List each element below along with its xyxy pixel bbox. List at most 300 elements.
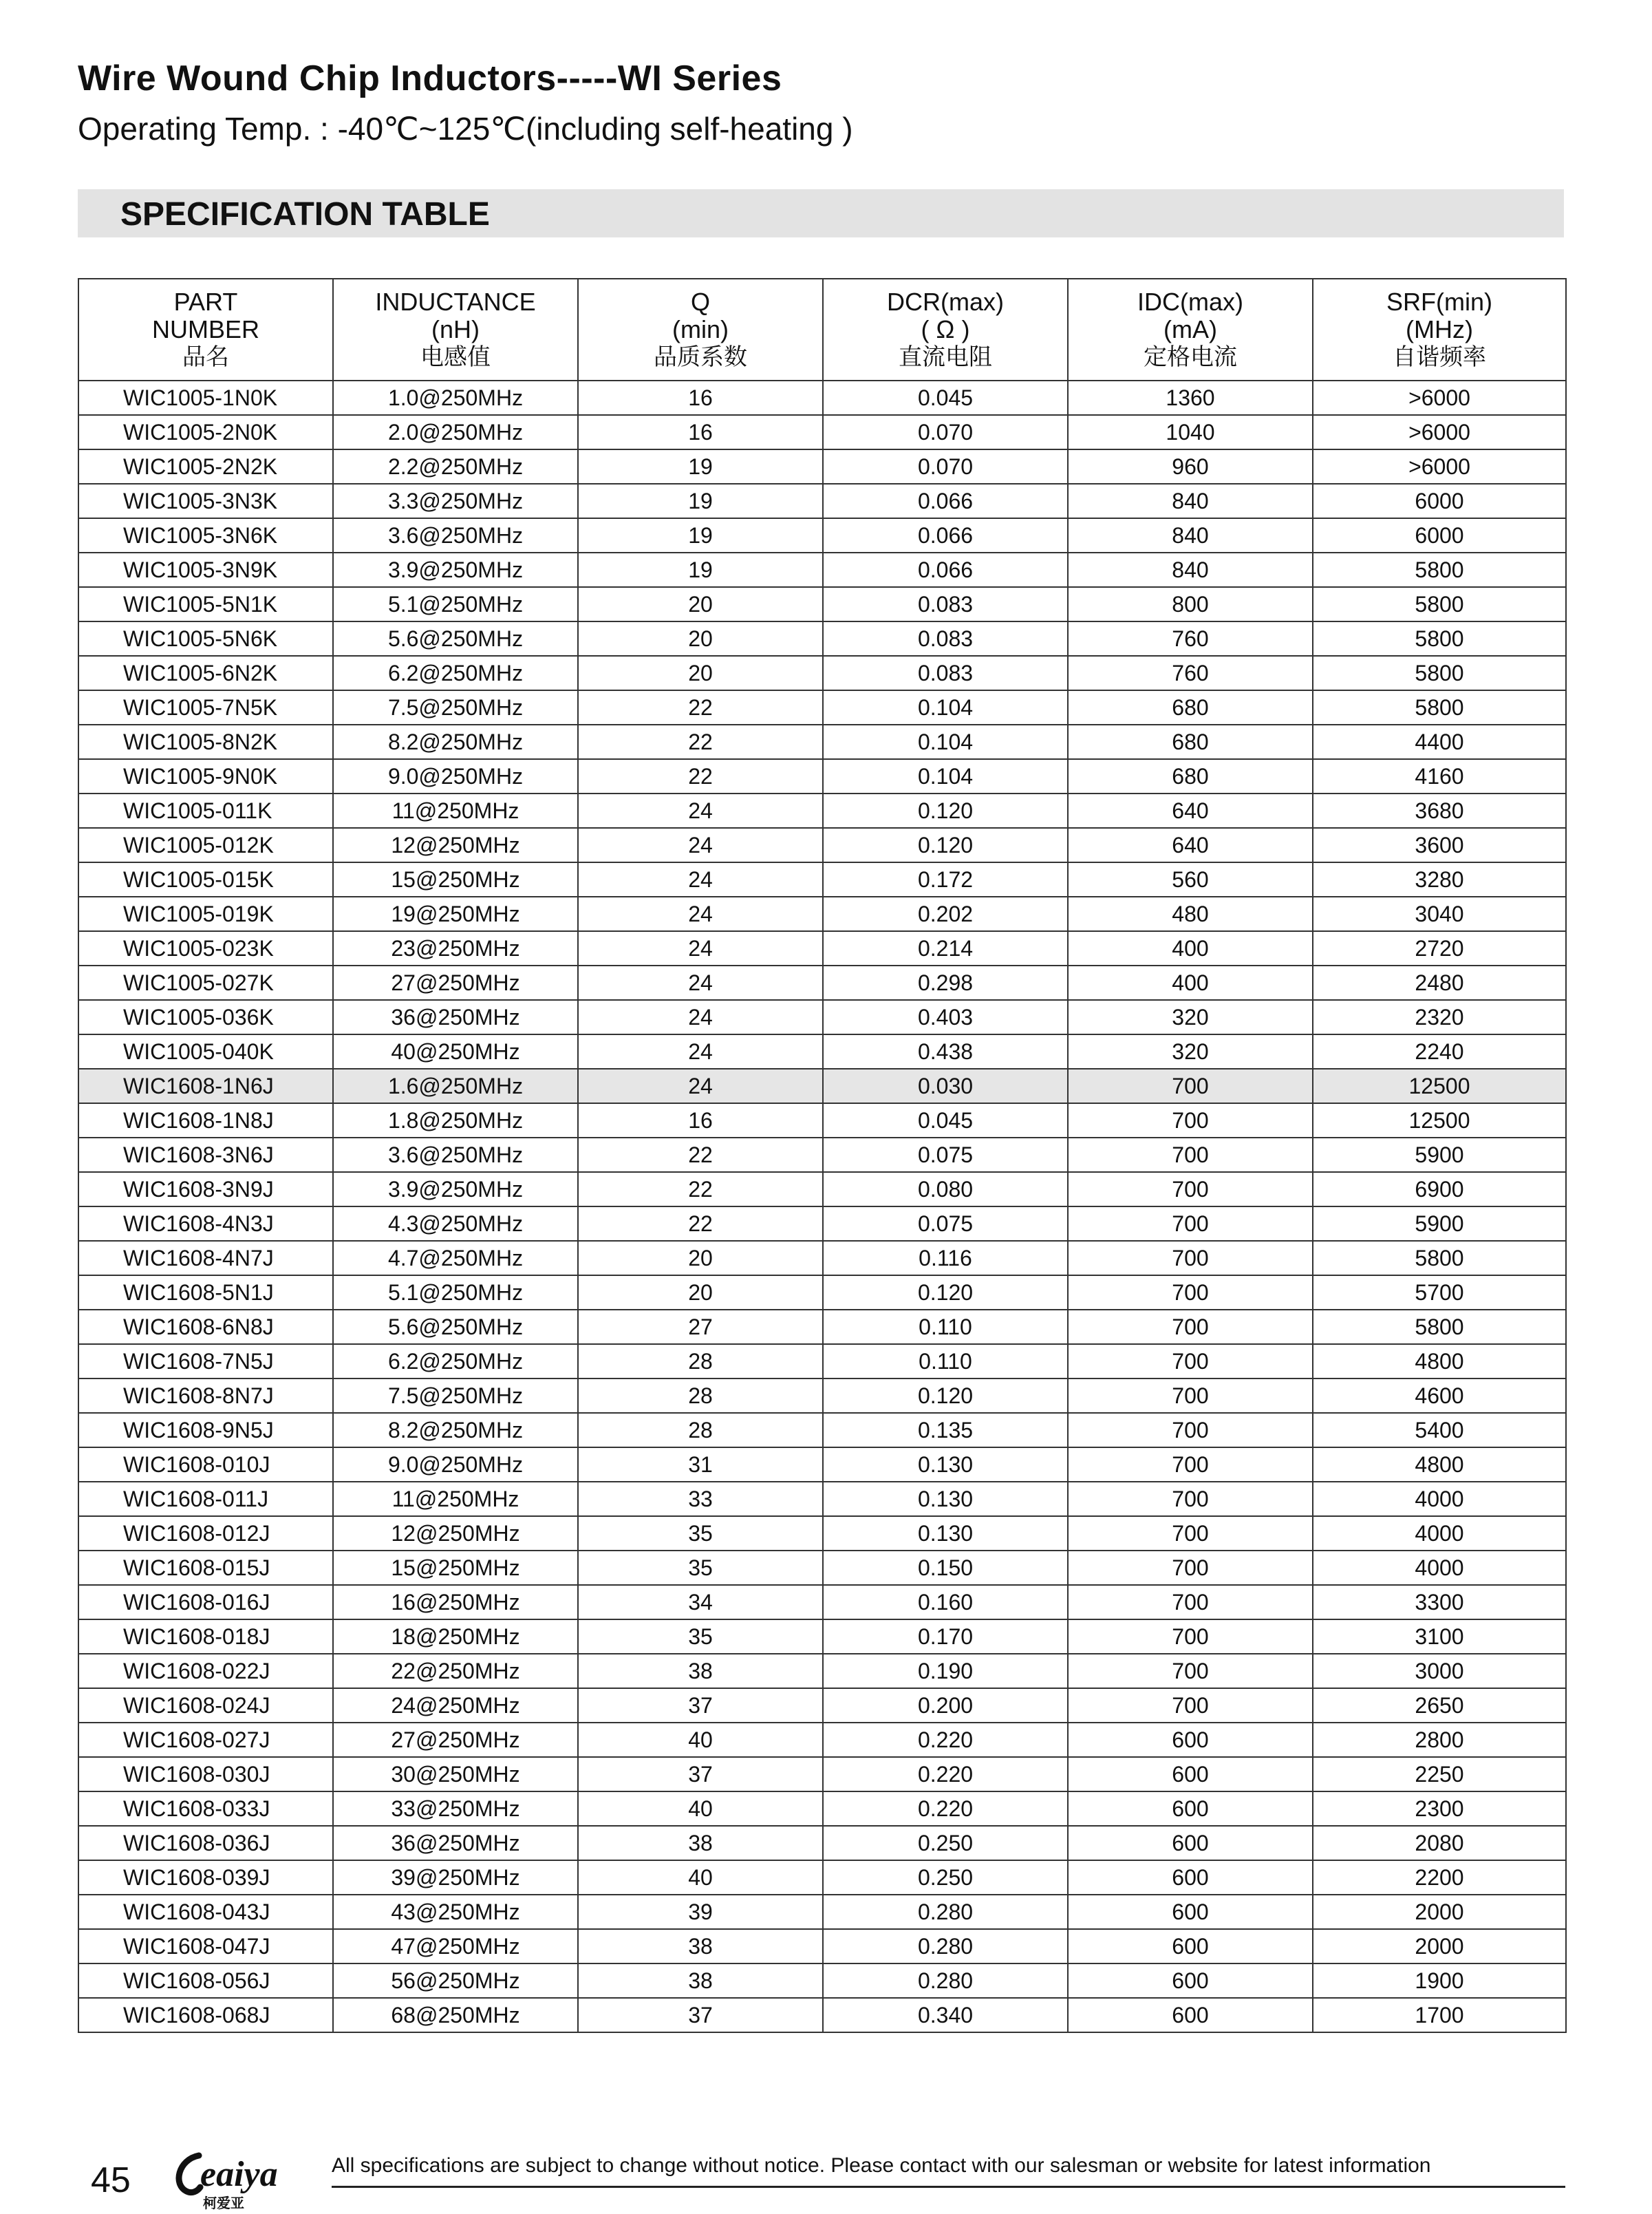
table-row [78, 1413, 1566, 1447]
idc-cell: 640 [1068, 794, 1313, 828]
idc-cell: 600 [1068, 1757, 1313, 1791]
header-zh: 电感值 [420, 343, 491, 371]
srf-cell: 4600 [1313, 1379, 1566, 1413]
srf-cell: 12500 [1313, 1069, 1566, 1103]
table-row [78, 1275, 1566, 1310]
inductance-cell: 19@250MHz [333, 897, 578, 931]
part-number-cell: WIC1608-039J [78, 1860, 333, 1895]
table-row [78, 1860, 1566, 1895]
inductance-cell: 3.9@250MHz [333, 1172, 578, 1206]
idc-cell: 1360 [1068, 381, 1313, 415]
table-row [78, 1998, 1566, 2032]
srf-cell: 4400 [1313, 725, 1566, 759]
idc-cell: 960 [1068, 449, 1313, 484]
dcr-cell: 0.280 [823, 1963, 1068, 1998]
table-row [78, 1241, 1566, 1275]
idc-cell: 760 [1068, 656, 1313, 690]
srf-cell: 2480 [1313, 966, 1566, 1000]
q-cell: 24 [578, 1000, 823, 1034]
srf-cell: 2800 [1313, 1723, 1566, 1757]
q-cell: 19 [578, 484, 823, 518]
q-cell: 19 [578, 553, 823, 587]
srf-cell: 3040 [1313, 897, 1566, 931]
q-cell: 40 [578, 1723, 823, 1757]
header-line: SRF(min) [1386, 288, 1492, 316]
part-number-cell: WIC1608-3N6J [78, 1138, 333, 1172]
inductance-cell: 8.2@250MHz [333, 1413, 578, 1447]
dcr-cell: 0.172 [823, 862, 1068, 897]
table-row [78, 1344, 1566, 1379]
srf-cell: 3280 [1313, 862, 1566, 897]
table-row [78, 415, 1566, 449]
header-line: ( Ω ) [921, 315, 970, 343]
dcr-cell: 0.083 [823, 587, 1068, 621]
table-row [78, 1310, 1566, 1344]
part-number-cell: WIC1005-012K [78, 828, 333, 862]
footer-divider [332, 2186, 1565, 2188]
section-title: SPECIFICATION TABLE [120, 196, 490, 233]
footer-note: All specifications are subject to change without notice. Please contact with our salesman or website for latest information [332, 2154, 1431, 2177]
dcr-cell: 0.280 [823, 1895, 1068, 1929]
logo-zh: 柯爱亚 [203, 2195, 244, 2211]
part-number-cell: WIC1608-012J [78, 1516, 333, 1551]
header-line: Q [690, 288, 710, 316]
srf-cell: 4800 [1313, 1447, 1566, 1482]
dcr-cell: 0.280 [823, 1929, 1068, 1963]
table-row [78, 1826, 1566, 1860]
dcr-cell: 0.070 [823, 415, 1068, 449]
srf-cell: 1700 [1313, 1998, 1566, 2032]
idc-cell: 700 [1068, 1103, 1313, 1138]
part-number-cell: WIC1005-036K [78, 1000, 333, 1034]
table-row [78, 1034, 1566, 1069]
srf-cell: 3000 [1313, 1654, 1566, 1688]
dcr-cell: 0.120 [823, 794, 1068, 828]
header-line: (nH) [431, 315, 480, 343]
srf-cell: 4000 [1313, 1516, 1566, 1551]
inductance-cell: 11@250MHz [333, 1482, 578, 1516]
inductance-cell: 24@250MHz [333, 1688, 578, 1723]
srf-cell: 2200 [1313, 1860, 1566, 1895]
srf-cell: >6000 [1313, 449, 1566, 484]
dcr-cell: 0.130 [823, 1447, 1068, 1482]
idc-cell: 700 [1068, 1138, 1313, 1172]
part-number-cell: WIC1005-1N0K [78, 381, 333, 415]
part-number-cell: WIC1005-015K [78, 862, 333, 897]
srf-cell: >6000 [1313, 415, 1566, 449]
table-row [78, 1516, 1566, 1551]
dcr-cell: 0.104 [823, 725, 1068, 759]
table-row [78, 1069, 1566, 1103]
inductance-cell: 47@250MHz [333, 1929, 578, 1963]
idc-cell: 700 [1068, 1344, 1313, 1379]
header-line: (MHz) [1406, 315, 1473, 343]
part-number-cell: WIC1608-024J [78, 1688, 333, 1723]
idc-cell: 640 [1068, 828, 1313, 862]
q-cell: 35 [578, 1619, 823, 1654]
dcr-cell: 0.075 [823, 1206, 1068, 1241]
srf-cell: 5900 [1313, 1138, 1566, 1172]
inductance-cell: 9.0@250MHz [333, 759, 578, 794]
srf-cell: 2250 [1313, 1757, 1566, 1791]
header-part-number [78, 279, 333, 381]
idc-cell: 560 [1068, 862, 1313, 897]
q-cell: 24 [578, 828, 823, 862]
q-cell: 24 [578, 931, 823, 966]
part-number-cell: WIC1608-018J [78, 1619, 333, 1654]
part-number-cell: WIC1608-047J [78, 1929, 333, 1963]
inductance-cell: 2.2@250MHz [333, 449, 578, 484]
q-cell: 16 [578, 381, 823, 415]
inductance-cell: 1.0@250MHz [333, 381, 578, 415]
q-cell: 37 [578, 1757, 823, 1791]
dcr-cell: 0.045 [823, 1103, 1068, 1138]
table-row [78, 828, 1566, 862]
srf-cell: 12500 [1313, 1103, 1566, 1138]
header-line: PART [173, 288, 238, 316]
idc-cell: 600 [1068, 1998, 1313, 2032]
q-cell: 19 [578, 449, 823, 484]
idc-cell: 600 [1068, 1963, 1313, 1998]
table-row [78, 621, 1566, 656]
inductance-cell: 43@250MHz [333, 1895, 578, 1929]
q-cell: 28 [578, 1413, 823, 1447]
dcr-cell: 0.214 [823, 931, 1068, 966]
header-line: IDC(max) [1137, 288, 1243, 316]
srf-cell: 4000 [1313, 1551, 1566, 1585]
part-number-cell: WIC1005-3N9K [78, 553, 333, 587]
dcr-cell: 0.298 [823, 966, 1068, 1000]
table-row [78, 1172, 1566, 1206]
table-row [78, 1619, 1566, 1654]
srf-cell: 2650 [1313, 1688, 1566, 1723]
table-row [78, 1482, 1566, 1516]
dcr-cell: 0.080 [823, 1172, 1068, 1206]
table-row [78, 862, 1566, 897]
inductance-cell: 39@250MHz [333, 1860, 578, 1895]
table-row [78, 1585, 1566, 1619]
dcr-cell: 0.075 [823, 1138, 1068, 1172]
dcr-cell: 0.066 [823, 484, 1068, 518]
table-row [78, 931, 1566, 966]
header-srf [1313, 279, 1566, 381]
idc-cell: 700 [1068, 1275, 1313, 1310]
part-number-cell: WIC1005-3N3K [78, 484, 333, 518]
operating-temp: Operating Temp. : -40℃~125℃(including self-heating ) [78, 111, 853, 147]
dcr-cell: 0.190 [823, 1654, 1068, 1688]
idc-cell: 400 [1068, 966, 1313, 1000]
header-zh: 自谐频率 [1393, 343, 1486, 371]
table-row [78, 1379, 1566, 1413]
q-cell: 24 [578, 1069, 823, 1103]
part-number-cell: WIC1608-6N8J [78, 1310, 333, 1344]
inductance-cell: 7.5@250MHz [333, 690, 578, 725]
srf-cell: 3300 [1313, 1585, 1566, 1619]
srf-cell: 2300 [1313, 1791, 1566, 1826]
dcr-cell: 0.150 [823, 1551, 1068, 1585]
q-cell: 34 [578, 1585, 823, 1619]
srf-cell: 5800 [1313, 1241, 1566, 1275]
inductance-cell: 3.3@250MHz [333, 484, 578, 518]
part-number-cell: WIC1608-043J [78, 1895, 333, 1929]
part-number-cell: WIC1608-3N9J [78, 1172, 333, 1206]
dcr-cell: 0.130 [823, 1516, 1068, 1551]
srf-cell: 6900 [1313, 1172, 1566, 1206]
q-cell: 38 [578, 1929, 823, 1963]
inductance-cell: 18@250MHz [333, 1619, 578, 1654]
idc-cell: 700 [1068, 1447, 1313, 1482]
q-cell: 40 [578, 1791, 823, 1826]
idc-cell: 700 [1068, 1069, 1313, 1103]
dcr-cell: 0.083 [823, 656, 1068, 690]
part-number-cell: WIC1005-9N0K [78, 759, 333, 794]
page-number: 45 [91, 2160, 131, 2200]
table-row [78, 1000, 1566, 1034]
part-number-cell: WIC1608-8N7J [78, 1379, 333, 1413]
inductance-cell: 40@250MHz [333, 1034, 578, 1069]
part-number-cell: WIC1608-9N5J [78, 1413, 333, 1447]
header-q [578, 279, 823, 381]
q-cell: 28 [578, 1344, 823, 1379]
table-row [78, 1895, 1566, 1929]
part-number-cell: WIC1005-8N2K [78, 725, 333, 759]
table-row [78, 897, 1566, 931]
table-row [78, 1688, 1566, 1723]
idc-cell: 700 [1068, 1379, 1313, 1413]
dcr-cell: 0.220 [823, 1757, 1068, 1791]
part-number-cell: WIC1005-2N2K [78, 449, 333, 484]
dcr-cell: 0.104 [823, 759, 1068, 794]
dcr-cell: 0.083 [823, 621, 1068, 656]
q-cell: 24 [578, 966, 823, 1000]
inductance-cell: 6.2@250MHz [333, 656, 578, 690]
idc-cell: 320 [1068, 1000, 1313, 1034]
q-cell: 40 [578, 1860, 823, 1895]
srf-cell: 6000 [1313, 484, 1566, 518]
dcr-cell: 0.120 [823, 1275, 1068, 1310]
inductance-cell: 36@250MHz [333, 1000, 578, 1034]
header-line: DCR(max) [887, 288, 1004, 316]
part-number-cell: WIC1608-016J [78, 1585, 333, 1619]
inductance-cell: 5.1@250MHz [333, 587, 578, 621]
part-number-cell: WIC1608-030J [78, 1757, 333, 1791]
idc-cell: 1040 [1068, 415, 1313, 449]
dcr-cell: 0.250 [823, 1826, 1068, 1860]
inductance-cell: 22@250MHz [333, 1654, 578, 1688]
part-number-cell: WIC1608-011J [78, 1482, 333, 1516]
part-number-cell: WIC1608-4N7J [78, 1241, 333, 1275]
srf-cell: 5800 [1313, 690, 1566, 725]
dcr-cell: 0.066 [823, 518, 1068, 553]
q-cell: 22 [578, 725, 823, 759]
q-cell: 20 [578, 587, 823, 621]
part-number-cell: WIC1608-015J [78, 1551, 333, 1585]
dcr-cell: 0.110 [823, 1310, 1068, 1344]
table-row [78, 690, 1566, 725]
logo-swoosh [179, 2156, 200, 2193]
inductance-cell: 3.6@250MHz [333, 1138, 578, 1172]
q-cell: 20 [578, 621, 823, 656]
inductance-cell: 4.7@250MHz [333, 1241, 578, 1275]
inductance-cell: 33@250MHz [333, 1791, 578, 1826]
dcr-cell: 0.340 [823, 1998, 1068, 2032]
section-banner [78, 189, 1564, 237]
q-cell: 20 [578, 656, 823, 690]
table-row [78, 553, 1566, 587]
q-cell: 27 [578, 1310, 823, 1344]
idc-cell: 680 [1068, 759, 1313, 794]
table-row [78, 1791, 1566, 1826]
inductance-cell: 27@250MHz [333, 1723, 578, 1757]
srf-cell: >6000 [1313, 381, 1566, 415]
srf-cell: 5700 [1313, 1275, 1566, 1310]
part-number-cell: WIC1608-010J [78, 1447, 333, 1482]
part-number-cell: WIC1608-033J [78, 1791, 333, 1826]
dcr-cell: 0.120 [823, 828, 1068, 862]
q-cell: 20 [578, 1275, 823, 1310]
q-cell: 28 [578, 1379, 823, 1413]
srf-cell: 2320 [1313, 1000, 1566, 1034]
header-idc [1068, 279, 1313, 381]
spec-table [78, 278, 1567, 2033]
part-number-cell: WIC1005-011K [78, 794, 333, 828]
table-row [78, 1551, 1566, 1585]
header-dcr [823, 279, 1068, 381]
q-cell: 22 [578, 759, 823, 794]
table-row [78, 656, 1566, 690]
part-number-cell: WIC1005-019K [78, 897, 333, 931]
inductance-cell: 11@250MHz [333, 794, 578, 828]
srf-cell: 5800 [1313, 656, 1566, 690]
srf-cell: 5800 [1313, 621, 1566, 656]
dcr-cell: 0.160 [823, 1585, 1068, 1619]
srf-cell: 5400 [1313, 1413, 1566, 1447]
inductance-cell: 16@250MHz [333, 1585, 578, 1619]
header-zh: 品质系数 [654, 343, 747, 371]
page-title: Wire Wound Chip Inductors-----WI Series [78, 58, 782, 98]
table-header-row [78, 279, 1566, 381]
inductance-cell: 12@250MHz [333, 828, 578, 862]
idc-cell: 680 [1068, 690, 1313, 725]
idc-cell: 840 [1068, 518, 1313, 553]
idc-cell: 800 [1068, 587, 1313, 621]
dcr-cell: 0.045 [823, 381, 1068, 415]
srf-cell: 3600 [1313, 828, 1566, 862]
table-row [78, 1757, 1566, 1791]
srf-cell: 2080 [1313, 1826, 1566, 1860]
srf-cell: 5800 [1313, 587, 1566, 621]
idc-cell: 600 [1068, 1860, 1313, 1895]
q-cell: 33 [578, 1482, 823, 1516]
table-row [78, 1929, 1566, 1963]
inductance-cell: 6.2@250MHz [333, 1344, 578, 1379]
part-number-cell: WIC1608-5N1J [78, 1275, 333, 1310]
inductance-cell: 15@250MHz [333, 862, 578, 897]
q-cell: 38 [578, 1654, 823, 1688]
idc-cell: 600 [1068, 1929, 1313, 1963]
inductance-cell: 9.0@250MHz [333, 1447, 578, 1482]
idc-cell: 400 [1068, 931, 1313, 966]
part-number-cell: WIC1005-3N6K [78, 518, 333, 553]
idc-cell: 840 [1068, 553, 1313, 587]
inductance-cell: 1.6@250MHz [333, 1069, 578, 1103]
idc-cell: 700 [1068, 1206, 1313, 1241]
inductance-cell: 8.2@250MHz [333, 725, 578, 759]
idc-cell: 600 [1068, 1791, 1313, 1826]
dcr-cell: 0.202 [823, 897, 1068, 931]
header-line: (mA) [1163, 315, 1217, 343]
part-number-cell: WIC1608-027J [78, 1723, 333, 1757]
idc-cell: 700 [1068, 1688, 1313, 1723]
part-number-cell: WIC1005-5N6K [78, 621, 333, 656]
q-cell: 16 [578, 415, 823, 449]
part-number-cell: WIC1005-5N1K [78, 587, 333, 621]
dcr-cell: 0.220 [823, 1791, 1068, 1826]
table-row [78, 1723, 1566, 1757]
idc-cell: 700 [1068, 1516, 1313, 1551]
srf-cell: 6000 [1313, 518, 1566, 553]
part-number-cell: WIC1608-1N6J [78, 1069, 333, 1103]
header-zh: 定格电流 [1144, 343, 1237, 371]
dcr-cell: 0.438 [823, 1034, 1068, 1069]
inductance-cell: 3.6@250MHz [333, 518, 578, 553]
part-number-cell: WIC1608-068J [78, 1998, 333, 2032]
table-row [78, 381, 1566, 415]
srf-cell: 3100 [1313, 1619, 1566, 1654]
table-row [78, 1103, 1566, 1138]
header-line: INDUCTANCE [375, 288, 536, 316]
idc-cell: 760 [1068, 621, 1313, 656]
table-row [78, 1138, 1566, 1172]
dcr-cell: 0.104 [823, 690, 1068, 725]
idc-cell: 680 [1068, 725, 1313, 759]
srf-cell: 4000 [1313, 1482, 1566, 1516]
q-cell: 22 [578, 690, 823, 725]
part-number-cell: WIC1005-6N2K [78, 656, 333, 690]
table-row [78, 1654, 1566, 1688]
q-cell: 22 [578, 1206, 823, 1241]
table-body [78, 381, 1566, 2032]
dcr-cell: 0.116 [823, 1241, 1068, 1275]
inductance-cell: 5.6@250MHz [333, 621, 578, 656]
q-cell: 24 [578, 794, 823, 828]
idc-cell: 600 [1068, 1723, 1313, 1757]
inductance-cell: 15@250MHz [333, 1551, 578, 1585]
inductance-cell: 30@250MHz [333, 1757, 578, 1791]
inductance-cell: 5.6@250MHz [333, 1310, 578, 1344]
q-cell: 22 [578, 1172, 823, 1206]
idc-cell: 700 [1068, 1654, 1313, 1688]
dcr-cell: 0.220 [823, 1723, 1068, 1757]
table-row [78, 1206, 1566, 1241]
inductance-cell: 68@250MHz [333, 1998, 578, 2032]
inductance-cell: 12@250MHz [333, 1516, 578, 1551]
table-row [78, 449, 1566, 484]
q-cell: 31 [578, 1447, 823, 1482]
srf-cell: 2240 [1313, 1034, 1566, 1069]
srf-cell: 2000 [1313, 1929, 1566, 1963]
part-number-cell: WIC1608-056J [78, 1963, 333, 1998]
dcr-cell: 0.170 [823, 1619, 1068, 1654]
srf-cell: 4800 [1313, 1344, 1566, 1379]
srf-cell: 1900 [1313, 1963, 1566, 1998]
q-cell: 20 [578, 1241, 823, 1275]
srf-cell: 2000 [1313, 1895, 1566, 1929]
idc-cell: 700 [1068, 1551, 1313, 1585]
part-number-cell: WIC1005-2N0K [78, 415, 333, 449]
idc-cell: 320 [1068, 1034, 1313, 1069]
dcr-cell: 0.070 [823, 449, 1068, 484]
